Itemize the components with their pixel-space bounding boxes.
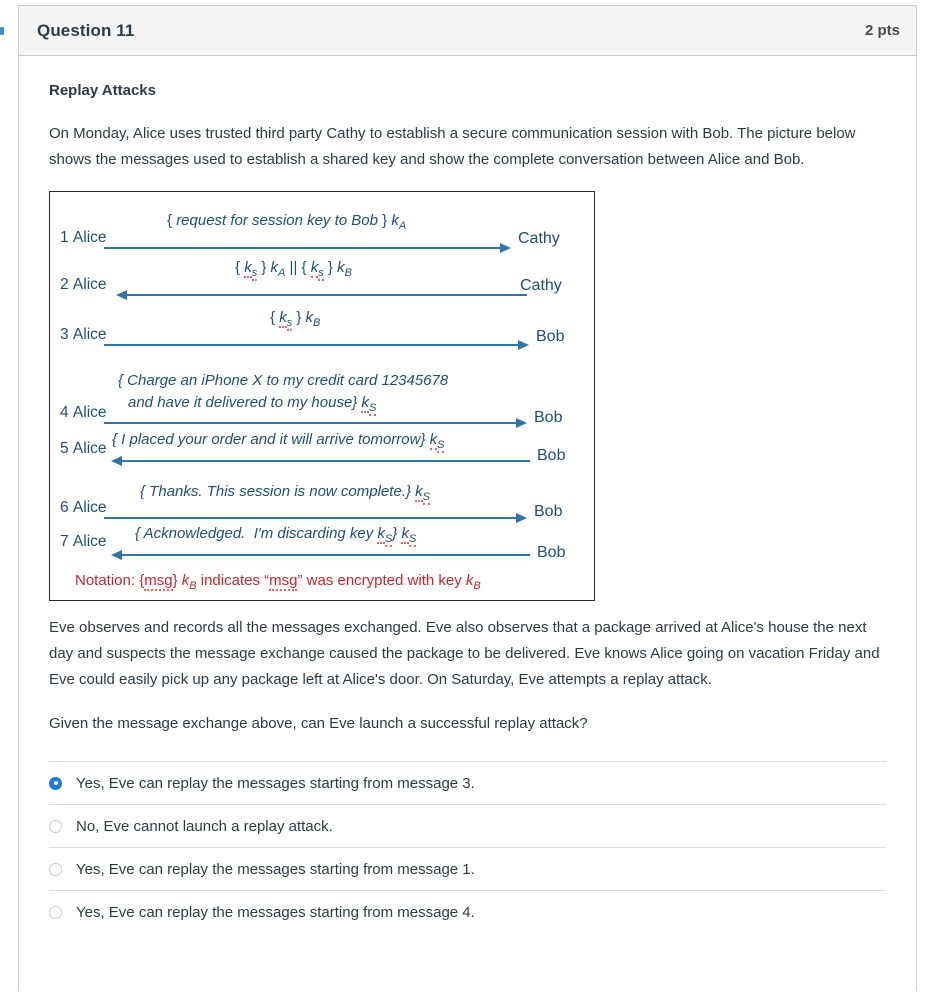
message-4-right-endpoint: Bob xyxy=(534,409,563,426)
prompt-question: Given the message exchange above, can Eve launch a successful replay attack? xyxy=(49,715,588,732)
answer-option-1[interactable] xyxy=(49,761,886,804)
message-4-left-endpoint: 4 Alice xyxy=(60,404,107,421)
question-points: 2 pts xyxy=(864,22,900,39)
message-5-left-endpoint: 5 Alice xyxy=(60,440,107,457)
prompt-paragraph-1: On Monday, Alice uses trusted third party Cathy to establish a secure communication session with Bob. The picture below shows the messages used to establish a shared key and show the complete conversation between Alice and Bob. xyxy=(49,125,856,168)
radio-button-2[interactable] xyxy=(49,820,62,833)
prompt-heading: Replay Attacks xyxy=(49,82,156,99)
question-header xyxy=(19,6,916,56)
radio-button-3[interactable] xyxy=(49,863,62,876)
message-7-arrow-line xyxy=(122,554,530,556)
message-7-arrow-head xyxy=(111,550,122,560)
question-body xyxy=(19,56,916,737)
message-4-label-line1: { Charge an iPhone X to my credit card 12345678 xyxy=(118,372,449,389)
diagram-notation: Notation: {msg} $k_B$ indicates “msg” was encrypted with key $k_B$ xyxy=(75,572,481,592)
radio-button-1[interactable] xyxy=(49,777,62,790)
message-6-label: { Thanks. This session is now complete.} $k_S$ xyxy=(140,483,430,503)
answer-option-2-label: No, Eve cannot launch a replay attack. xyxy=(76,817,333,835)
prompt-paragraph-2: Eve observes and records all the messages exchanged. Eve also observes that a package arrived at Alice's house the next day and suspects the message exchange caused the package to be delivered. Eve knows Alice going on vacation Friday and Eve could easily pick up any package left at Alice's door. On Saturday, Eve attempts a replay attack. xyxy=(49,619,880,688)
message-5-arrow-head xyxy=(111,456,122,466)
answer-option-3-label: Yes, Eve can replay the messages starting from message 1. xyxy=(76,860,475,878)
message-1-left-endpoint: 1 Alice xyxy=(60,229,107,246)
message-2-arrow-head xyxy=(116,290,127,300)
message-1-arrow-head xyxy=(500,243,511,253)
message-7-left-endpoint: 7 Alice xyxy=(60,533,107,550)
message-7-right-endpoint: Bob xyxy=(537,544,566,561)
message-3-right-endpoint: Bob xyxy=(536,328,565,345)
answer-option-2[interactable] xyxy=(49,804,886,847)
message-2-left-endpoint: 2 Alice xyxy=(60,276,107,293)
message-6-left-endpoint: 6 Alice xyxy=(60,499,107,516)
message-2-label: { $k_s$ } $k_A$ || { $k_s$ } $k_B$ xyxy=(235,259,352,279)
message-5-arrow-line xyxy=(122,460,530,462)
message-1-right-endpoint: Cathy xyxy=(518,230,560,247)
answer-option-4-label: Yes, Eve can replay the messages starting from message 4. xyxy=(76,903,475,921)
message-6-arrow-line xyxy=(104,517,518,519)
message-2-arrow-line xyxy=(127,294,527,296)
message-6-arrow-head xyxy=(516,513,527,523)
answer-options-list xyxy=(19,761,916,933)
message-3-arrow-head xyxy=(518,340,529,350)
message-3-left-endpoint: 3 Alice xyxy=(60,326,107,343)
message-4-arrow-head xyxy=(516,418,527,428)
message-4-label-line2: and have it delivered to my house} $k_S$ xyxy=(128,394,377,414)
message-3-arrow-line xyxy=(104,344,520,346)
message-2-right-endpoint: Cathy xyxy=(520,277,562,294)
message-3-label: { $k_s$ } $k_B$ xyxy=(270,309,321,329)
message-exchange-diagram xyxy=(49,191,595,601)
message-5-label: { I placed your order and it will arrive tomorrow} $k_S$ xyxy=(112,431,445,451)
message-4-arrow-line xyxy=(104,422,518,424)
message-1-arrow-line xyxy=(104,247,502,249)
answer-option-1-label: Yes, Eve can replay the messages starting from message 3. xyxy=(76,774,475,792)
left-edge-marker xyxy=(0,27,4,35)
radio-button-4[interactable] xyxy=(49,906,62,919)
message-1-label: { request for session key to Bob } $k_A$ xyxy=(167,212,407,232)
answer-option-4[interactable] xyxy=(49,890,886,933)
message-5-right-endpoint: Bob xyxy=(537,447,566,464)
question-container xyxy=(18,5,917,991)
message-6-right-endpoint: Bob xyxy=(534,503,563,520)
page-title: Question 11 xyxy=(37,20,135,40)
message-7-label: { Acknowledged. I'm discarding key $k_S$} $k_S$ xyxy=(135,525,417,545)
answer-option-3[interactable] xyxy=(49,847,886,890)
